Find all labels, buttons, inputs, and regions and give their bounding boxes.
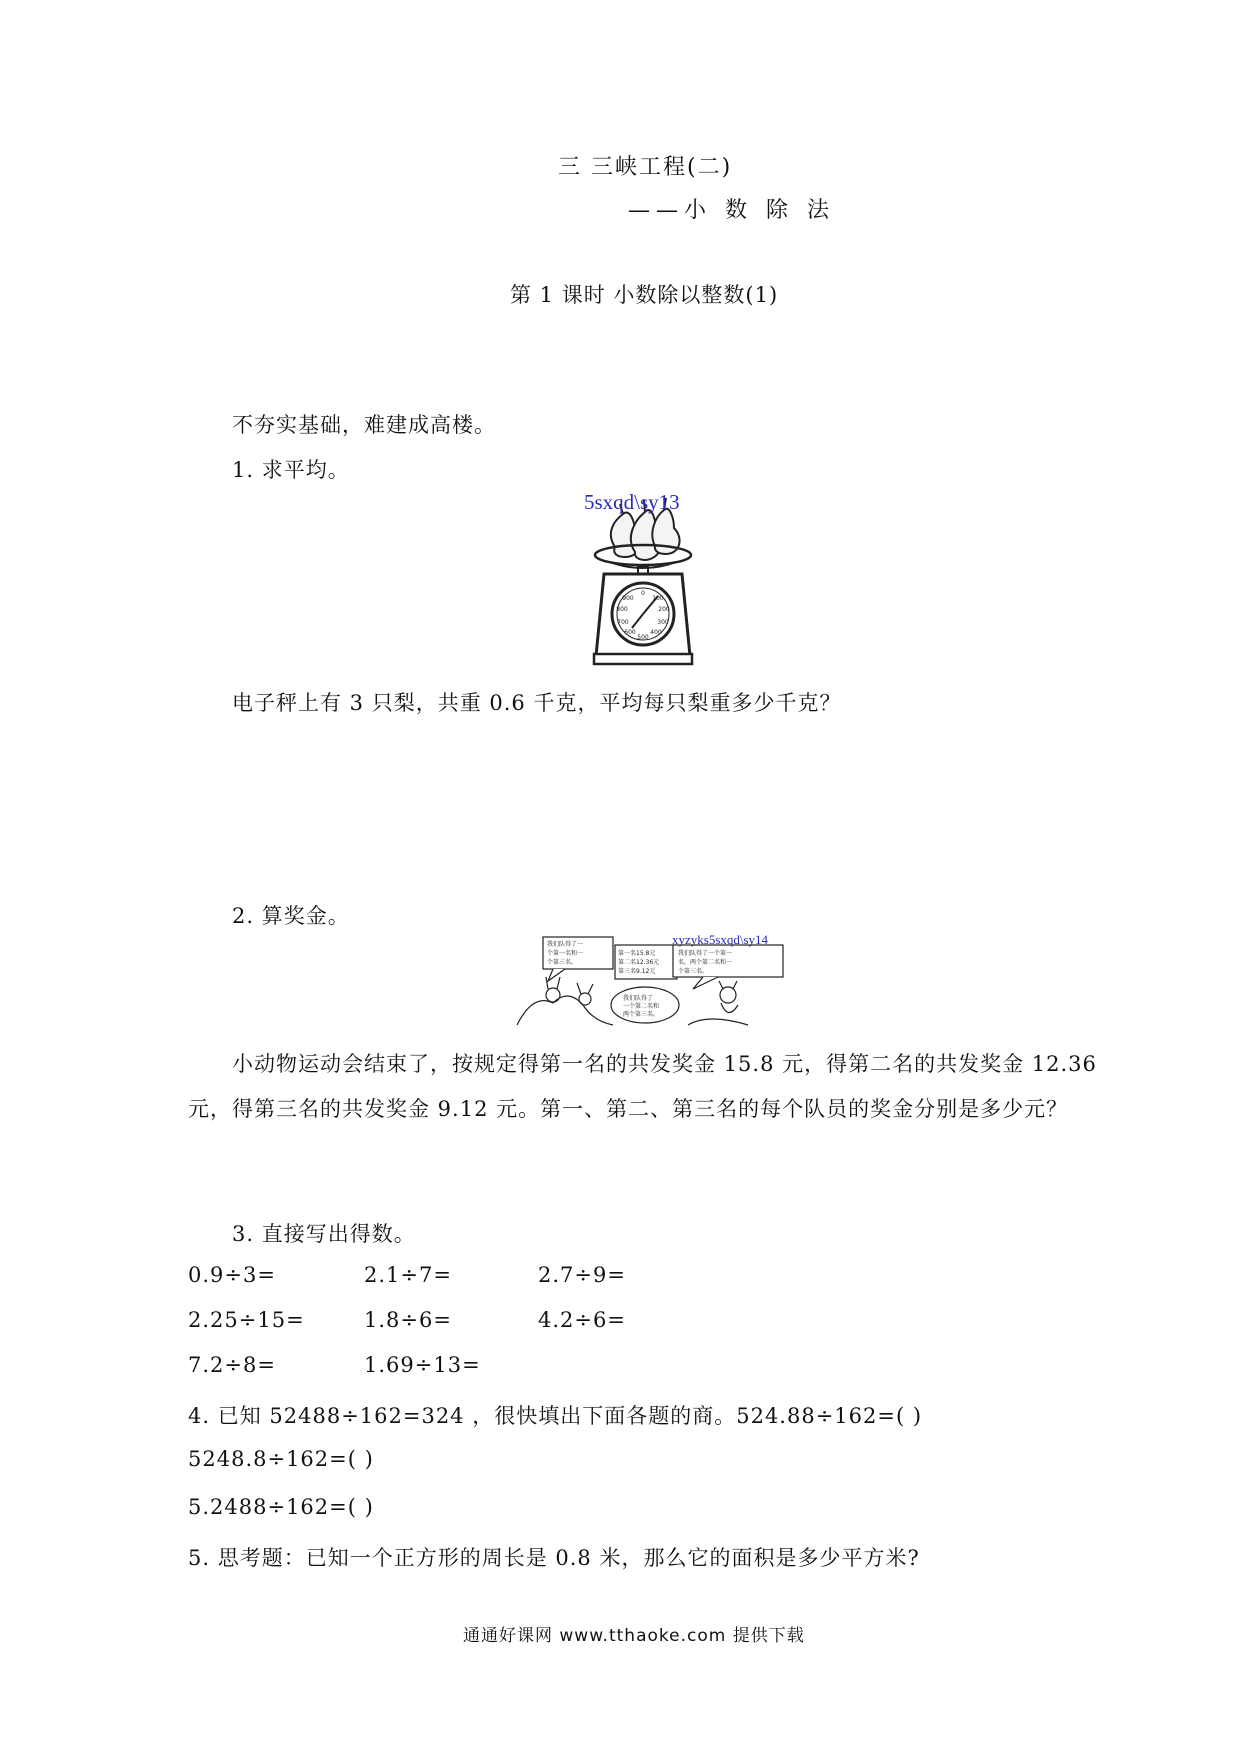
dial-number: 500 — [637, 634, 649, 641]
scale-illustration — [590, 492, 696, 668]
bubble-text: 我们队得了一个第一 — [678, 950, 733, 957]
dial-number: 300 — [657, 619, 669, 626]
chapter-subtitle: ——小 数 除 法 — [628, 198, 835, 223]
q4-line2: 5248.8÷162=( ) — [188, 1447, 374, 1471]
calc-item: 2.25÷15= — [188, 1308, 305, 1332]
q2-label: 2. 算奖金。 — [232, 904, 350, 928]
watermark-q1: 5sxqd\sy13 — [584, 490, 680, 514]
bubble-text: 我们队得了一 — [547, 941, 584, 948]
bubble-text: 个第三名。 — [678, 968, 709, 975]
dial-number: 200 — [658, 606, 670, 613]
q2-text-line1: 小动物运动会结束了，按规定得第一名的共发奖金 15.8 元，得第二名的共发奖金 12.36 — [232, 1052, 1097, 1076]
bubble-text: 一个第二名和 — [623, 1003, 660, 1010]
q1-label: 1. 求平均。 — [232, 458, 350, 482]
dial-number: 900 — [622, 595, 634, 602]
dial-number: 400 — [650, 629, 662, 636]
bubble-text: 第二名12.36元 — [618, 959, 660, 966]
q4-line1: 4. 已知 52488÷162=324 ，很快填出下面各题的商。524.88÷162=( ) — [188, 1404, 923, 1428]
bubble-text: 两个第三名。 — [623, 1011, 660, 1018]
calc-item: 2.1÷7= — [364, 1263, 452, 1287]
bubble-text: 个第三名。 — [547, 959, 578, 966]
dial-number: 100 — [652, 595, 664, 602]
calc-item: 4.2÷6= — [538, 1308, 626, 1332]
lesson-title: 第 1 课时 小数除以整数(1) — [510, 283, 779, 307]
calc-item: 7.2÷8= — [188, 1353, 276, 1377]
intro-motto: 不夯实基础，难建成高楼。 — [232, 413, 496, 437]
dial-number: 600 — [624, 629, 636, 636]
footer-source: 通通好课网 www.tthaoke.com 提供下载 — [463, 1626, 805, 1646]
calc-item: 1.69÷13= — [364, 1353, 481, 1377]
q2-text-line2: 元，得第三名的共发奖金 9.12 元。第一、第二、第三名的每个队员的奖金分别是多少元？ — [188, 1097, 1069, 1121]
bubble-text: 我们队得了 — [623, 995, 654, 1002]
dial-number: 700 — [617, 619, 629, 626]
bubble-text: 个第一名和一 — [547, 950, 584, 957]
chapter-title: 三 三峡工程(二) — [558, 155, 733, 180]
q5-text: 5. 思考题：已知一个正方形的周长是 0.8 米，那么它的面积是多少平方米? — [188, 1546, 920, 1570]
q3-label: 3. 直接写出得数。 — [232, 1222, 416, 1246]
q4-line3: 5.2488÷162=( ) — [188, 1495, 374, 1519]
dial-number: 800 — [616, 606, 628, 613]
watermark-q2: xyzyks5sxqd\sy14 — [672, 932, 769, 947]
calc-item: 0.9÷3= — [188, 1263, 276, 1287]
bubble-text: 名，两个第二名和一 — [678, 959, 733, 966]
bubble-text: 第三名9.12元 — [618, 968, 656, 975]
q1-text: 电子秤上有 3 只梨，共重 0.6 千克，平均每只梨重多少千克？ — [232, 691, 842, 715]
calc-item: 2.7÷9= — [538, 1263, 626, 1287]
calc-item: 1.8÷6= — [364, 1308, 452, 1332]
bubble-text: 第一名15.8元 — [618, 950, 656, 957]
dial-number: 0 — [641, 590, 645, 597]
